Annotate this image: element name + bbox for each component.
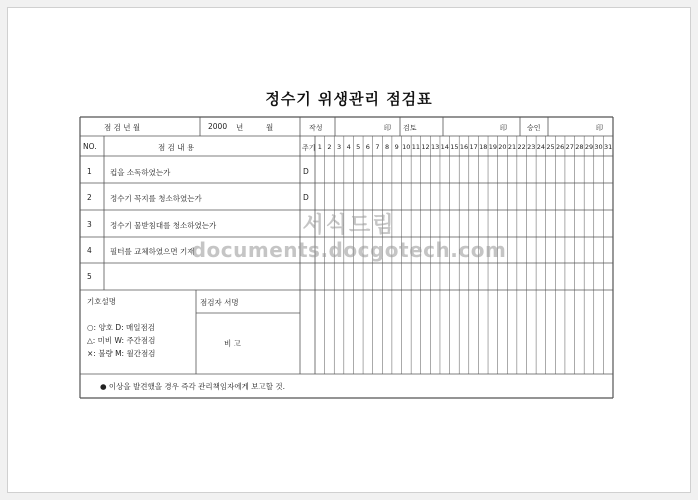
day-header-28: 28 <box>575 143 584 151</box>
item-3-text: 정수기 물받침대를 청소하였는가 <box>110 221 217 230</box>
day-header-30: 30 <box>594 143 603 151</box>
day-header-25: 25 <box>546 143 555 151</box>
item-5-no: 5 <box>87 272 92 281</box>
day-header-27: 27 <box>565 143 574 151</box>
approval-approve-mark: 印 <box>596 124 603 132</box>
item-2-no: 2 <box>87 193 92 202</box>
day-header-3: 3 <box>336 143 342 151</box>
item-1-text: 컵을 소독하였는가 <box>110 168 171 177</box>
item-2-text: 정수기 꼭지를 청소하였는가 <box>110 194 202 203</box>
inspector-signature-label: 점검자 서명 <box>200 298 239 307</box>
item-4-text: 필터를 교체하였으면 기재 <box>110 247 195 256</box>
item-2-cycle: D <box>303 193 309 202</box>
day-header-19: 19 <box>488 143 497 151</box>
day-header-2: 2 <box>327 143 332 151</box>
approval-author-mark: 印 <box>384 124 391 132</box>
day-header-20: 20 <box>498 143 507 151</box>
day-header-21: 21 <box>507 143 517 151</box>
year-unit: 년 <box>236 123 244 132</box>
day-header-31: 31 <box>604 143 613 151</box>
legend-title: 기호설명 <box>87 297 116 306</box>
day-header-6: 6 <box>365 143 370 151</box>
day-header-9: 9 <box>394 143 399 151</box>
legend-line-3: ×: 불량 M: 월간점검 <box>87 349 156 358</box>
day-header-17: 17 <box>469 143 478 151</box>
column-cycle-header: 주기 <box>302 144 316 152</box>
day-header-29: 29 <box>584 143 594 151</box>
check-period-label: 점 검 년 월 <box>104 123 141 132</box>
watermark-url: documents.docgotech.com <box>191 238 507 262</box>
legend-line-1: ○: 양호 D: 매일점검 <box>87 323 155 332</box>
approval-review-label: 검토 <box>403 124 417 132</box>
day-header-1: 1 <box>317 143 322 151</box>
remarks-label: 비 고 <box>224 339 241 348</box>
day-header-10: 10 <box>402 143 411 151</box>
day-header-24: 24 <box>536 143 546 151</box>
column-no-header: NO. <box>83 142 97 151</box>
day-header-8: 8 <box>385 143 390 151</box>
day-header-5: 5 <box>356 143 361 151</box>
item-1-no: 1 <box>87 167 92 176</box>
check-year: 2000 <box>208 122 228 131</box>
approval-author-label: 작성 <box>309 124 323 132</box>
day-header-22: 22 <box>517 143 526 151</box>
legend-line-2: △: 미비 W: 주간점검 <box>87 336 156 345</box>
day-header-14: 14 <box>440 143 449 151</box>
day-header-18: 18 <box>479 143 488 151</box>
approval-approve-label: 승인 <box>527 124 541 132</box>
day-header-15: 15 <box>450 143 459 151</box>
watermark-brand: 서식드림 <box>302 213 396 238</box>
item-4-no: 4 <box>87 246 92 255</box>
day-header-11: 11 <box>411 143 421 151</box>
column-content-header: 점 검 내 용 <box>158 143 195 152</box>
day-header-7: 7 <box>375 143 380 151</box>
approval-review-mark: 印 <box>500 124 507 132</box>
day-header-23: 23 <box>527 143 536 151</box>
item-3-no: 3 <box>87 220 92 229</box>
footer-note: ● 이상을 발견했을 경우 즉각 관리책임자에게 보고할 것. <box>100 382 286 391</box>
month-unit: 월 <box>266 123 274 132</box>
item-1-cycle: D <box>303 167 309 176</box>
day-header-4: 4 <box>346 143 351 151</box>
day-header-12: 12 <box>421 143 430 151</box>
document-title: 정수기 위생관리 점검표 <box>265 90 433 108</box>
day-header-16: 16 <box>459 143 469 151</box>
day-header-13: 13 <box>431 143 440 151</box>
day-header-26: 26 <box>555 143 565 151</box>
